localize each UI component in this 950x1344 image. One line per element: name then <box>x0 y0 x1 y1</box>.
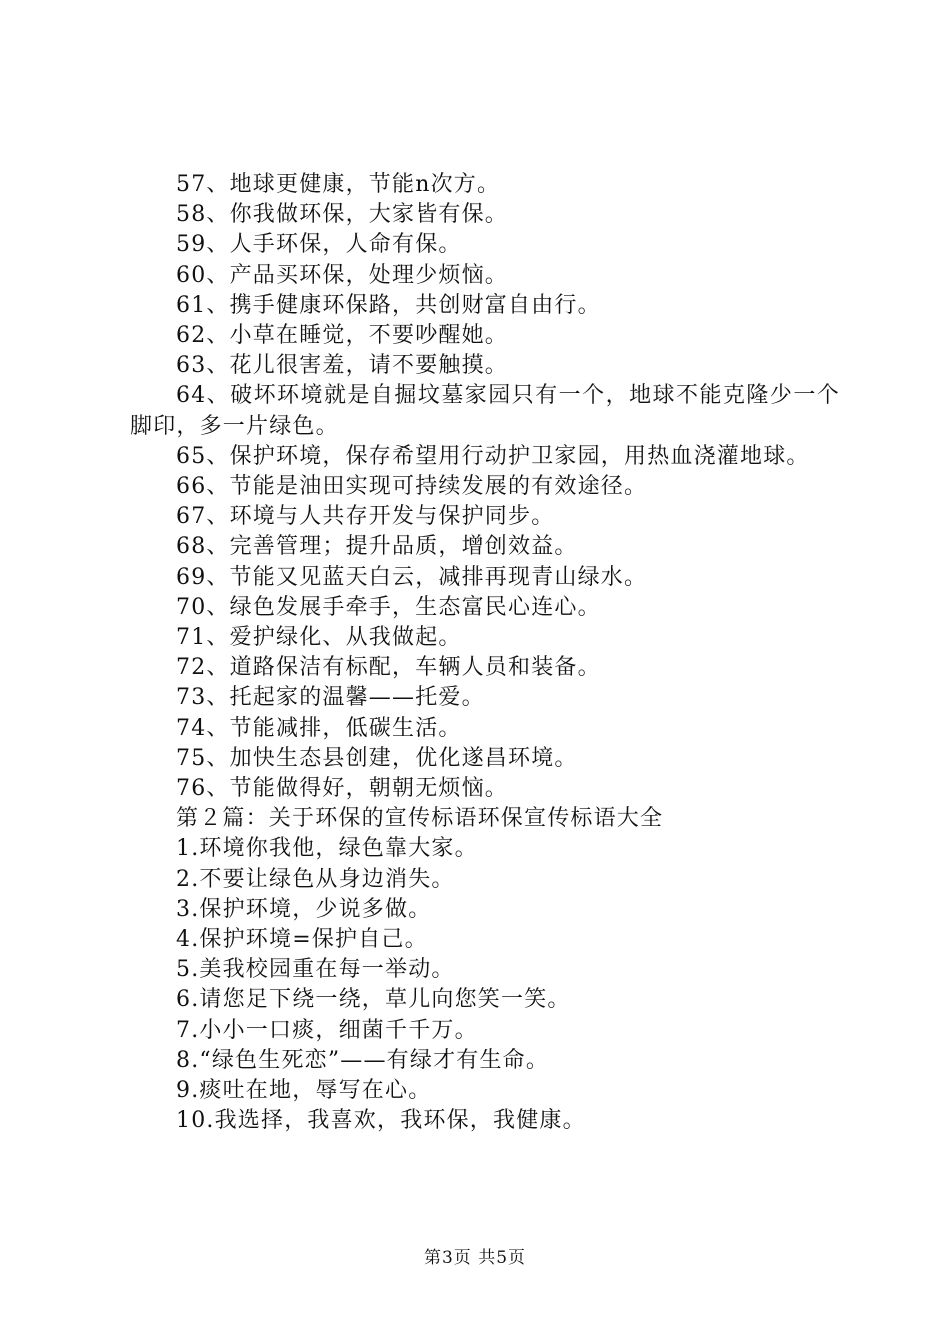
list-item: 64、破坏环境就是自掘坟墓家园只有一个，地球不能克隆少一个脚印，多一片绿色。 <box>130 383 840 439</box>
list-item: 59、人手环保，人命有保。 <box>176 232 462 258</box>
list-item: 62、小草在睡觉，不要吵醒她。 <box>176 323 508 349</box>
list-item: 61、携手健康环保路，共创财富自由行。 <box>176 292 601 318</box>
section-heading: 第２篇：关于环保的宣传标语环保宣传标语大全 <box>176 806 664 832</box>
list-item: 74、节能减排，低碳生活。 <box>176 715 462 741</box>
list-item: 66、节能是油田实现可持续发展的有效途径。 <box>176 474 648 500</box>
list-item: 76、节能做得好，朝朝无烦恼。 <box>176 776 508 802</box>
list-item: 3.保护环境，少说多做。 <box>176 896 432 922</box>
list-item: 75、加快生态县创建，优化遂昌环境。 <box>176 745 578 771</box>
list-item: 8.“绿色生死恋”——有绿才有生命。 <box>176 1047 550 1073</box>
list-item: 71、爱护绿化、从我做起。 <box>176 625 462 651</box>
list-item: 7.小小一口痰，细菌千千万。 <box>176 1017 478 1043</box>
list-item: 65、保护环境，保存希望用行动护卫家园，用热血浇灌地球。 <box>176 443 810 469</box>
list-item: 68、完善管理；提升品质，增创效益。 <box>176 534 578 560</box>
list-item: 6.请您足下绕一绕，草儿向您笑一笑。 <box>176 987 571 1013</box>
list-item: 10.我选择，我喜欢，我环保，我健康。 <box>176 1108 586 1134</box>
page-footer: 第3页 共5页 <box>423 1248 527 1268</box>
list-item: 57、地球更健康，节能n次方。 <box>176 172 501 197</box>
list-item: 58、你我做环保，大家皆有保。 <box>176 202 508 228</box>
list-item: 67、环境与人共存开发与保护同步。 <box>176 504 555 530</box>
list-item: 63、花儿很害羞，请不要触摸。 <box>176 353 508 379</box>
list-item: 4.保护环境=保护自己。 <box>176 927 428 953</box>
list-item: 2.不要让绿色从身边消失。 <box>176 866 455 892</box>
list-item: 72、道路保洁有标配，车辆人员和装备。 <box>176 655 601 681</box>
list-item: 69、节能又见蓝天白云，减排再现青山绿水。 <box>176 564 648 590</box>
list-item: 9.痰吐在地，辱写在心。 <box>176 1078 432 1104</box>
list-item: 73、托起家的温馨——托爱。 <box>176 685 485 711</box>
document-body <box>130 170 840 1137</box>
list-item: 5.美我校园重在每一举动。 <box>176 957 455 983</box>
list-item: 1.环境你我他，绿色靠大家。 <box>176 836 478 862</box>
list-item: 60、产品买环保，处理少烦恼。 <box>176 262 508 288</box>
list-item: 70、绿色发展手牵手，生态富民心连心。 <box>176 594 601 620</box>
